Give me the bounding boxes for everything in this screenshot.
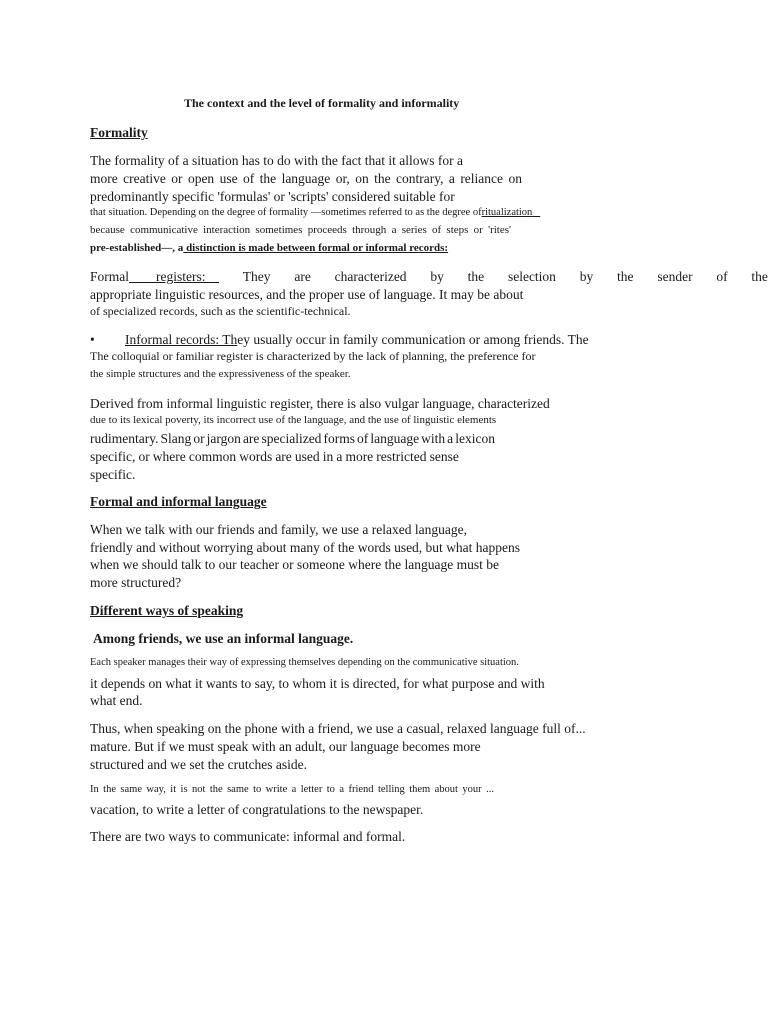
ways-p4-line-1: There are two ways to communicate: informal and formal. [90, 829, 406, 844]
formal-informal-line-3: when we should talk to our teacher or someone where the language must be [90, 557, 499, 572]
ways-p2-line-3: structured and we set the crutches aside. [90, 757, 308, 772]
formal-registers-label-a: Formal [90, 269, 129, 284]
ways-p3-line-2: vacation, to write a letter of congratulations to the newspaper. [90, 802, 424, 817]
heading-formality: Formality [90, 125, 148, 140]
formal-registers-line-1: Formal registers: They are characterized by the selection by the sender of the [90, 269, 768, 284]
formality-line-6: pre-established—, a distinction is made between formal or informal records: [90, 242, 449, 254]
formality-line-4: that situation. Depending on the degree of formality —sometimes referred to as the degree ofritualization [90, 207, 533, 218]
vulgar-line-3: rudimentary. Slang or jargon are specialized forms of language with a lexicon [90, 431, 495, 446]
formal-registers-label-b: registers: [156, 269, 206, 284]
ritualization-term: ritualization [481, 207, 533, 218]
bullet-marker: • [90, 332, 95, 347]
vulgar-line-4: specific, or where common words are used in a more restricted sense [90, 449, 459, 464]
formal-registers-line-2: appropriate linguistic resources, and the proper use of language. It may be about [90, 287, 524, 302]
ways-p2-line-1: Thus, when speaking on the phone with a friend, we use a casual, relaxed language full of... [90, 721, 586, 736]
formality-line-1: The formality of a situation has to do with the fact that it allows for a [90, 153, 464, 168]
subheading-among-friends: Among friends, we use an informal language. [93, 631, 354, 646]
informal-records-line-1: Informal records: They usually occur in family communication or among friends. The [125, 332, 589, 347]
vulgar-line-5: specific. [90, 467, 136, 482]
formal-informal-line-4: more structured? [90, 575, 182, 590]
formal-informal-line-1: When we talk with our friends and family, we use a relaxed language, [90, 522, 467, 537]
formality-line-3: predominantly specific 'formulas' or 'scripts' considered suitable for [90, 189, 455, 204]
formal-informal-line-2: friendly and without worrying about many of the words used, but what happens [90, 540, 521, 555]
ways-p1-line-2: it depends on what it wants to say, to whom it is directed, for what purpose and with [90, 676, 545, 691]
ways-p1-line-1: Each speaker manages their way of expressing themselves depending on the communicative situation. [90, 657, 519, 668]
formality-line-2: more creative or open use of the language or, on the contrary, a reliance on [90, 171, 522, 186]
formal-registers-line-3: of specialized records, such as the scientific-technical. [90, 304, 351, 318]
vulgar-line-1: Derived from informal linguistic register, there is also vulgar language, characterized [90, 396, 550, 411]
heading-formal-informal: Formal and informal language [90, 494, 267, 509]
ways-p2-line-2: mature. But if we must speak with an adult, our language becomes more [90, 739, 481, 754]
ways-p1-line-3: what end. [90, 693, 143, 708]
document-title: The context and the level of formality and informality [184, 96, 460, 110]
ways-p3-line-1: In the same way, it is not the same to write a letter to a friend telling them about your ... [90, 784, 494, 795]
vulgar-line-2: due to its lexical poverty, its incorrect use of the language, and the use of linguistic elements [90, 414, 497, 426]
heading-different-ways: Different ways of speaking [90, 603, 244, 618]
informal-records-label: Informal records: Th [125, 332, 238, 347]
informal-records-line-3: the simple structures and the expressiveness of the speaker. [90, 368, 351, 380]
informal-records-line-2: The colloquial or familiar register is characterized by the lack of planning, the preference for [90, 349, 536, 363]
formality-line-5: because communicative interaction sometimes proceeds through a series of steps or 'rites' [90, 224, 511, 236]
